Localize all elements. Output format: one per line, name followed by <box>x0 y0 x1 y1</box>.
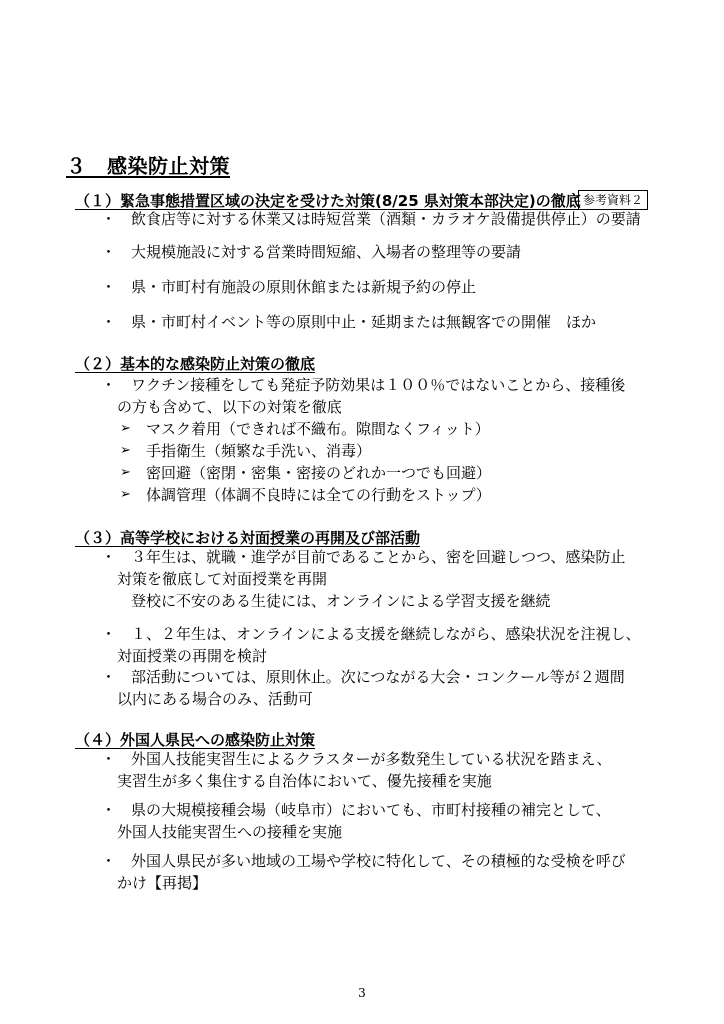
section-2-heading: （２）基本的な感染防止対策の徹底 <box>75 355 316 373</box>
sub-list-item: 手指衛生（頻繁な手洗い、消毒） <box>146 442 372 460</box>
section-4-heading: （４）外国人県民への感染防止対策 <box>75 731 316 749</box>
page-number: 3 <box>358 986 366 1000</box>
list-item: 飲食店等に対する休業又は時短営業（酒類・カラオケ設備提供停止）の要請 <box>131 210 641 228</box>
list-item-continuation: かけ【再掲】 <box>117 874 208 892</box>
bullet-icon: ・ <box>101 243 117 261</box>
page-title: ３ 感染防止対策 <box>66 154 230 178</box>
list-item: 外国人県民が多い地域の工場や学校に特化して、その積極的な受検を呼び <box>131 852 626 870</box>
list-item: 県・市町村イベント等の原則中止・延期または無観客での開催 ほか <box>131 313 597 331</box>
sub-list-item: 密回避（密閉・密集・密接のどれか一つでも回避） <box>146 464 492 482</box>
arrow-bullet-icon: ➢ <box>120 487 131 502</box>
list-item: １、２年生は、オンラインによる支援を継続しながら、感染状況を注視し、 <box>131 625 641 643</box>
bullet-icon: ・ <box>101 278 117 296</box>
bullet-icon: ・ <box>101 852 117 870</box>
list-item-continuation: 登校に不安のある生徒には、オンラインによる学習支援を継続 <box>131 592 551 610</box>
arrow-bullet-icon: ➢ <box>120 421 131 436</box>
section-3-heading: （３）高等学校における対面授業の再開及び部活動 <box>75 529 421 547</box>
list-item-continuation: 実習生が多く集住する自治体において、優先接種を実施 <box>117 772 492 790</box>
arrow-bullet-icon: ➢ <box>120 443 131 458</box>
section-1-heading: （１）緊急事態措置区域の決定を受けた対策(8/25 県対策本部決定)の徹底 <box>75 192 581 210</box>
list-item-continuation: 対面授業の再開を検討 <box>117 647 268 665</box>
list-item-continuation: の方も含めて、以下の対策を徹底 <box>117 398 342 416</box>
list-item-continuation: 外国人技能実習生への接種を実施 <box>117 823 343 841</box>
reference-badge: 参考資料２ <box>578 190 648 210</box>
list-item-continuation: 以内にある場合のみ、活動可 <box>117 690 313 708</box>
list-item-continuation: 対策を徹底して対面授業を再開 <box>117 570 328 588</box>
list-item: ３年生は、就職・進学が目前であることから、密を回避しつつ、感染防止 <box>131 548 626 566</box>
list-item: ワクチン接種をしても発症予防効果は１００％ではないことから、接種後 <box>131 376 626 394</box>
sub-list-item: マスク着用（できれば不織布。隙間なくフィット） <box>146 420 490 438</box>
sub-list-item: 体調管理（体調不良時には全ての行動をストップ） <box>146 486 491 504</box>
bullet-icon: ・ <box>101 210 117 228</box>
arrow-bullet-icon: ➢ <box>120 465 131 480</box>
bullet-icon: ・ <box>101 750 117 768</box>
bullet-icon: ・ <box>101 548 117 566</box>
bullet-icon: ・ <box>101 313 117 331</box>
bullet-icon: ・ <box>101 801 117 819</box>
list-item: 部活動については、原則休止。次につながる大会・コンクール等が２週間 <box>131 668 625 686</box>
list-item: 県の大規模接種会場（岐阜市）においても、市町村接種の補完として、 <box>131 801 611 819</box>
bullet-icon: ・ <box>101 376 117 394</box>
list-item: 大規模施設に対する営業時間短縮、入場者の整理等の要請 <box>131 243 522 261</box>
bullet-icon: ・ <box>101 625 117 643</box>
list-item: 県・市町村有施設の原則休館または新規予約の停止 <box>131 278 477 296</box>
list-item: 外国人技能実習生によるクラスターが多数発生している状況を踏まえ、 <box>131 750 612 768</box>
bullet-icon: ・ <box>101 668 117 686</box>
